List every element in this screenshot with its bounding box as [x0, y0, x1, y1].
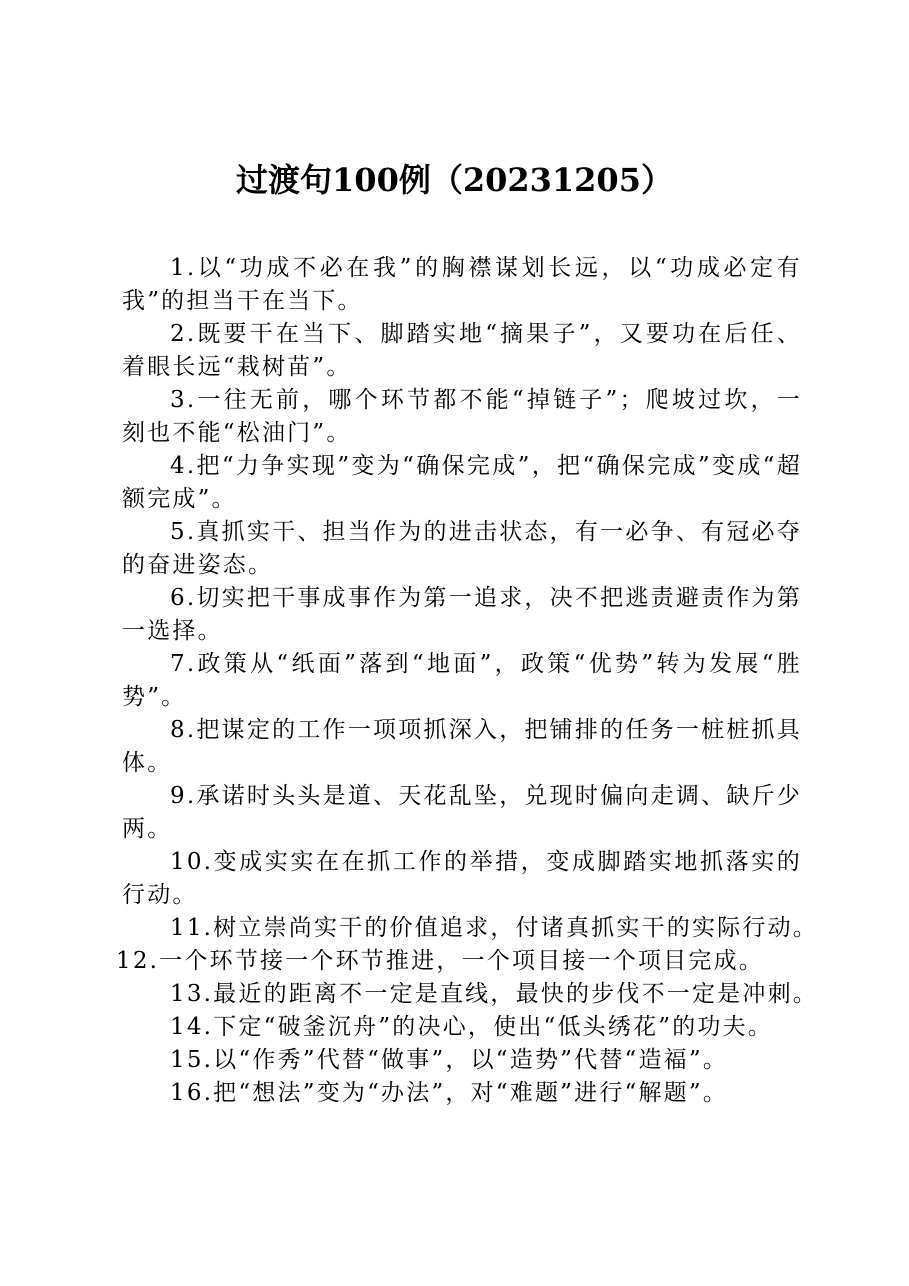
document-title: 过渡句100例（20231205）	[236, 161, 673, 199]
paragraph-3: 3.一往无前，哪个环节都不能“掉链子”；爬坡过坎，一刻也不能“松油门”。	[122, 387, 802, 446]
paragraph-8: 8.把谋定的工作一项项抓深入，把铺排的任务一桩桩抓具体。	[122, 717, 802, 776]
paragraph-16: 16.把“想法”变为“办法”，对“难题”进行“解题”。	[170, 1080, 729, 1106]
paragraph-7: 7.政策从“纸面”落到“地面”，政策“优势”转为发展“胜势”。	[122, 651, 802, 710]
paragraph-6: 6.切实把干事成事作为第一追求，决不把逃责避责作为第一选择。	[122, 585, 802, 644]
paragraph-5: 5.真抓实干、担当作为的进击状态，有一必争、有冠必夺的奋进姿态。	[122, 519, 802, 578]
paragraph-9: 9.承诺时头头是道、天花乱坠，兑现时偏向走调、缺斤少两。	[122, 783, 802, 842]
paragraph-14: 14.下定“破釜沉舟”的决心，使出“低头绣花”的功夫。	[170, 1014, 774, 1040]
paragraph-12: 12.一个环节接一个环节推进，一个项目接一个项目完成。	[116, 948, 764, 974]
paragraph-10: 10.变成实实在在抓工作的举措，变成脚踏实地抓落实的行动。	[122, 849, 802, 908]
paragraph-4: 4.把“力争实现”变为“确保完成”，把“确保完成”变成“超额完成”。	[122, 453, 802, 512]
paragraph-11: 11.树立崇尚实干的价值追求，付诸真抓实干的实际行动。	[170, 915, 818, 941]
paragraph-15: 15.以“作秀”代替“做事”，以“造势”代替“造福”。	[170, 1047, 729, 1073]
paragraph-2: 2.既要干在当下、脚踏实地“摘果子”，又要功在后任、着眼长远“栽树苗”。	[122, 321, 802, 380]
paragraph-13: 13.最近的距离不一定是直线，最快的步伐不一定是冲刺。	[170, 981, 818, 1007]
document-body	[116, 252, 818, 1110]
paragraph-1: 1.以“功成不必在我”的胸襟谋划长远，以“功成必定有我”的担当干在当下。	[122, 255, 802, 314]
